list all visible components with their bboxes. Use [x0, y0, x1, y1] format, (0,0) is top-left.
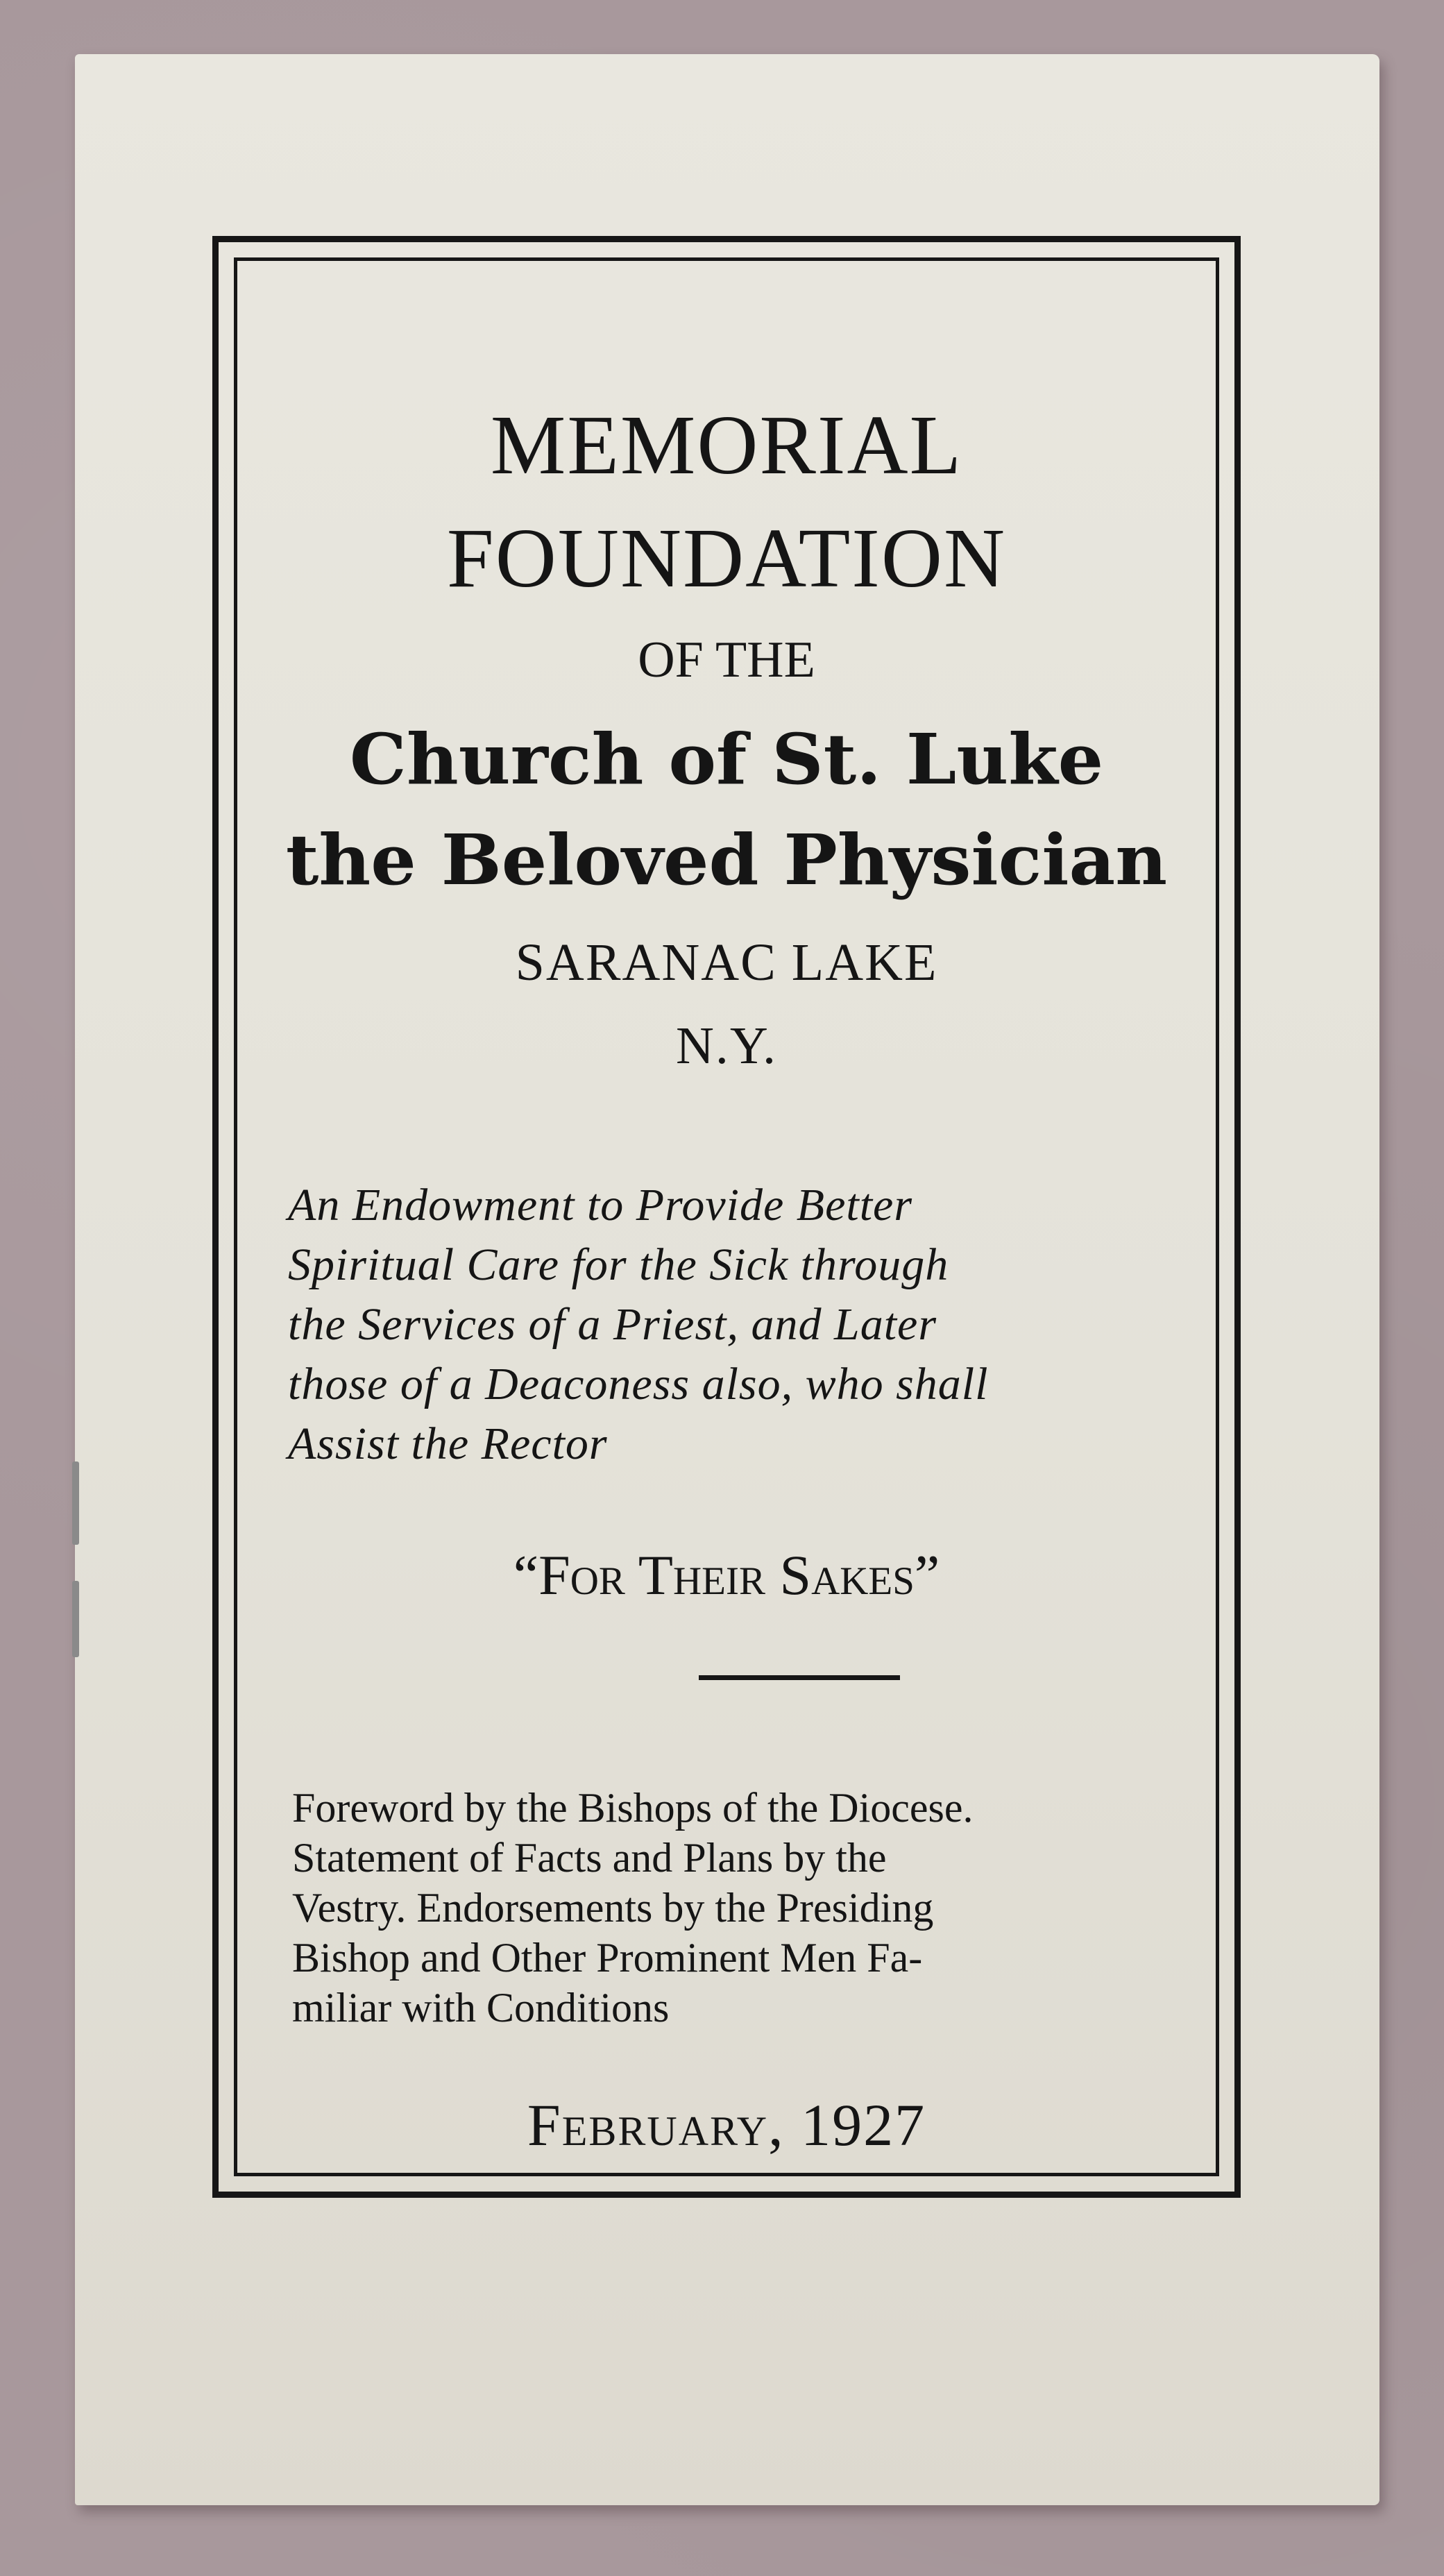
purpose-line: Spiritual Care for the Sick through	[288, 1239, 949, 1290]
title-line-1: MEMORIAL	[490, 398, 963, 492]
purpose-line: those of a Deaconess also, who shall	[288, 1359, 989, 1409]
foreword-line: Statement of Facts and Plans by the	[292, 1835, 887, 1881]
state-abbrev: N.Y.	[676, 1017, 777, 1075]
booklet-cover	[75, 54, 1379, 2505]
city-name: SARANAC LAKE	[515, 933, 938, 992]
foreword-line: Bishop and Other Prominent Men Fa-	[292, 1935, 923, 1981]
motto: “For Their Sakes”	[513, 1543, 940, 1607]
church-name-line-1: Church of St. Luke	[349, 718, 1104, 800]
foreword-line: miliar with Conditions	[292, 1985, 670, 2031]
purpose-line: An Endowment to Provide Better	[288, 1180, 913, 1230]
purpose-line: Assist the Rector	[288, 1418, 608, 1469]
foreword-line: Foreword by the Bishops of the Diocese.	[292, 1785, 974, 1831]
church-name-line-2: the Beloved Physician	[285, 819, 1168, 901]
of-the-text: OF THE	[638, 632, 815, 688]
staple	[72, 1461, 79, 1545]
publication-date: February, 1927	[527, 2092, 926, 2158]
divider-rule	[699, 1675, 900, 1680]
purpose-line: the Services of a Priest, and Later	[288, 1299, 937, 1350]
double-border-frame	[212, 236, 1241, 2198]
foreword-line: Vestry. Endorsements by the Presiding	[292, 1885, 934, 1931]
title-line-2: FOUNDATION	[446, 511, 1007, 605]
purpose-statement	[288, 1176, 1155, 1474]
staple	[72, 1581, 79, 1657]
foreword-text	[292, 1783, 1146, 2033]
